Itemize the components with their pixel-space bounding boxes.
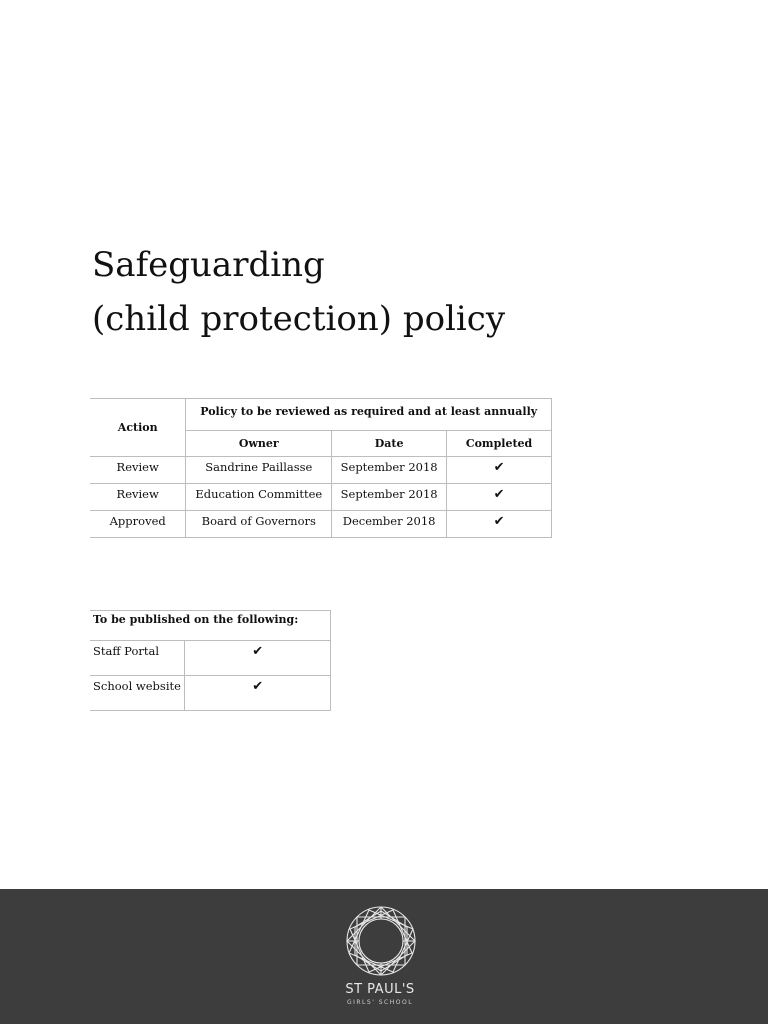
date-cell: September 2018 [332,457,447,484]
publish-header: To be published on the following: [90,611,331,641]
checkmark-icon: ✔ [252,644,264,659]
table-row [90,484,552,511]
completed-header: Completed [447,431,552,457]
date-cell: December 2018 [332,511,447,538]
publish-table [90,610,331,711]
checkmark-icon: ✔ [493,487,505,502]
publish-label: Staff Portal [90,641,185,676]
checkmark-icon: ✔ [493,460,505,475]
checkmark-icon: ✔ [493,514,505,529]
school-name: ST PAUL'S [345,982,415,997]
owner-cell: Board of Governors [186,511,332,538]
document-title [92,238,505,346]
publish-check-cell [185,676,331,711]
checkmark-icon: ✔ [252,679,264,694]
review-table [90,398,552,538]
table-row [90,641,331,676]
completed-cell [447,484,552,511]
school-subtitle: GIRLS' SCHOOL [346,999,414,1006]
date-header: Date [332,431,447,457]
school-logo [0,889,768,1024]
table-row [90,511,552,538]
owner-header: Owner [186,431,332,457]
completed-cell [447,457,552,484]
action-header: Action [90,399,186,457]
owner-cell: Education Committee [186,484,332,511]
review-span-header: Policy to be reviewed as required and at least annually [186,399,552,431]
footer-band [0,889,768,1024]
table-row [90,457,552,484]
publish-check-cell [185,641,331,676]
completed-cell [447,511,552,538]
action-cell: Approved [90,511,186,538]
date-cell: September 2018 [332,484,447,511]
action-cell: Review [90,484,186,511]
school-crest-icon [341,901,421,981]
title-line-1: Safeguarding [92,245,325,285]
owner-cell: Sandrine Paillasse [186,457,332,484]
title-line-2: (child protection) policy [92,299,506,339]
action-cell: Review [90,457,186,484]
table-row [90,676,331,711]
publish-label: School website [90,676,185,711]
